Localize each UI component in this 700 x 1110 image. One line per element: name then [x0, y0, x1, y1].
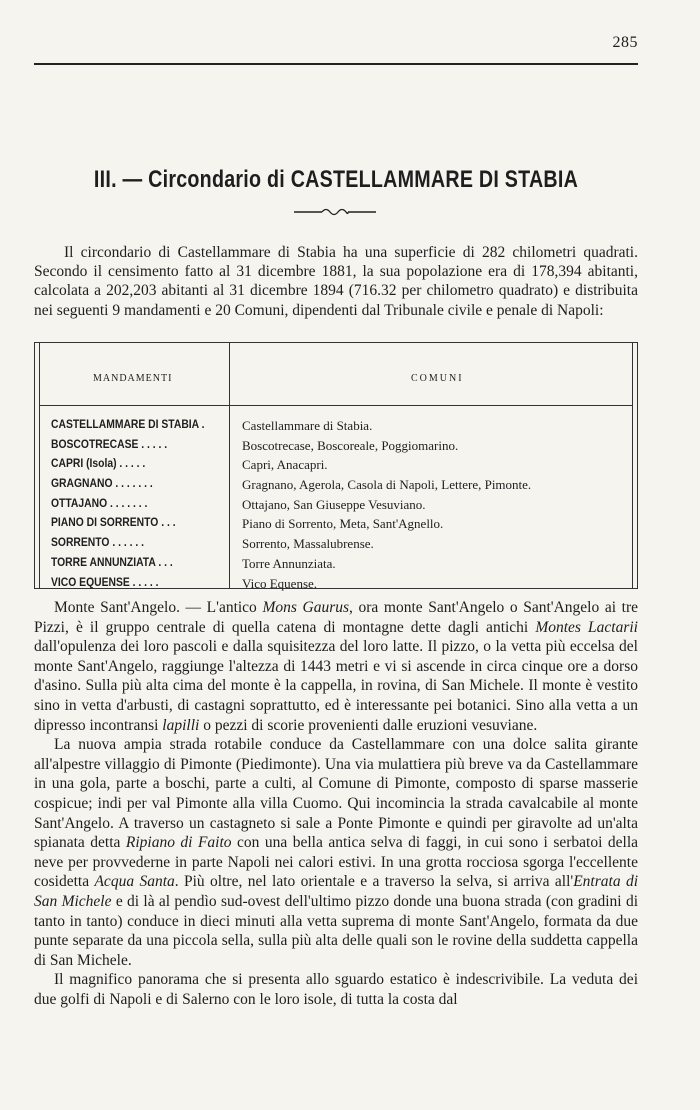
header-rule	[34, 63, 638, 65]
comuni-cell: Castellammare di Stabia.	[242, 418, 373, 433]
mandamento-cell: GRAGNANO . . . . . . .	[51, 478, 153, 491]
table-row	[35, 574, 637, 594]
mandamento-cell: OTTAJANO . . . . . . .	[51, 497, 148, 510]
comuni-cell: Boscotrecase, Boscoreale, Poggiomarino.	[242, 437, 459, 453]
page-number: 285	[612, 34, 638, 51]
mandamento-cell: SORRENTO . . . . . .	[51, 537, 144, 550]
mandamento-cell: VICO EQUENSE . . . . .	[51, 576, 159, 589]
comuni-cell: Gragnano, Agerola, Casola di Napoli, Lettere, Pimonte.	[242, 477, 532, 493]
chapter-title: III. — Circondario di CASTELLAMMARE DI STABIA	[93, 166, 579, 193]
header-mandamenti: MANDAMENTI	[93, 373, 173, 384]
table-body	[35, 416, 637, 593]
table-row	[35, 436, 637, 456]
table-row	[35, 495, 637, 515]
comuni-cell: Vico Equense.	[242, 575, 318, 591]
comuni-cell: Torre Annunziata.	[242, 555, 336, 571]
comuni-cell: Sorrento, Massalubrense.	[242, 536, 374, 552]
paragraph-panorama: Il magnifico panorama che si presenta allo sguardo estatico è indescrivibile. La veduta dei due golfi di Napoli e di Salerno con le loro isole, di tutta la costa dal	[34, 971, 638, 1008]
intro-paragraph: Il circondario di Castellammare di Stabia ha una superficie di 282 chilometri quadrati. Secondo il censimento fatto al 31 dicembre 1881, la sua popolazione era di 178,394 abitanti, calcolata a 202,203 abitanti al 31 dicembre 1894 (716.32 per chilometro quadrato) e distribuita nei seguenti 9 mandamenti e 20 Comuni, dipendenti dal Tribunale civile e penale di Napoli:	[34, 244, 638, 319]
table-row	[35, 475, 637, 495]
table-row	[35, 455, 637, 475]
mandamento-cell: BOSCOTRECASE . . . . .	[51, 438, 168, 451]
table-row	[35, 416, 637, 436]
table-row	[35, 554, 637, 574]
table-row	[35, 514, 637, 534]
body-text	[34, 598, 638, 1009]
mandamento-cell: TORRE ANNUNZIATA . . .	[51, 556, 173, 569]
paragraph-monte-sant-angelo: Monte Sant'Angelo. — L'antico Mons Gaurus, ora monte Sant'Angelo o Sant'Angelo ai tre Pizzi, è il gruppo centrale di quella catena di montagne dette dagli antichi Montes Lactarii dall'opulenza dei loro pascoli e dalla squisitezza del loro latte. Il pizzo, o la vetta più eccelsa del monte Sant'Angelo, raggiunge l'altezza di 1443 metri e vi si ascende in circa cinque ore a dorso d'asino. Sulla più alta cima del monte è la cappella, in rovina, di San Michele. Il monte è vestito sino in vetta d'arbusti, di castagni soprattutto, ed è interessante pei botanici. Sino alla vetta a un dipresso incontransi lapilli o pezzi di scorie provenienti dalle eruzioni vesuviane.	[34, 599, 638, 734]
mandamenti-table	[34, 342, 638, 589]
comuni-cell: Piano di Sorrento, Meta, Sant'Agnello.	[242, 516, 444, 532]
paragraph-strada: La nuova ampia strada rotabile conduce da Castellammare con una dolce salita girante all'alpestre villaggio di Pimonte (Piedimonte). Una via mulattiera più breve va da Castellammare in una gola, parte a boschi, parte a culti, al Comune di Pimonte, composto di sparse masserie cospicue; indi per val Pimonte alla villa Cuomo. Qui incomincia la strada cavalcabile al monte Sant'Angelo. A traverso un castagneto si sale a Ponte Pimonte e quindi per giravolte ad un'alta spianata detta Ripiano di Faito con una bella antica selva di faggi, in cui sono i serbatoi della neve per provvederne in parte Napoli nei calori estivi. In una grotta rocciosa sgorga l'eccellente cosidetta Acqua Santa. Più oltre, nel lato orientale e a traverso la selva, si arriva all'Entrata di San Michele e di là al pendìo sud-ovest dell'ultimo pizzo donde una buona strada (con gradini di tanto in tanto) conduce in dieci minuti alla vetta suprema di monte Sant'Angelo, formata da due punte separate da una piccola sella, sulla più alta delle quali son le rovine della suddetta cappella di San Michele.	[34, 736, 638, 969]
ornament-divider	[292, 205, 378, 219]
header-comuni: COMUNI	[411, 373, 464, 384]
comuni-cell: Capri, Anacapri.	[242, 457, 328, 473]
mandamento-cell: CAPRI (Isola) . . . . .	[51, 458, 146, 471]
table-row	[35, 534, 637, 554]
mandamento-cell: PIANO DI SORRENTO . . .	[51, 517, 176, 530]
mandamento-cell: CASTELLAMMARE DI STABIA .	[51, 419, 205, 431]
comuni-cell: Ottajano, San Giuseppe Vesuviano.	[242, 496, 426, 512]
